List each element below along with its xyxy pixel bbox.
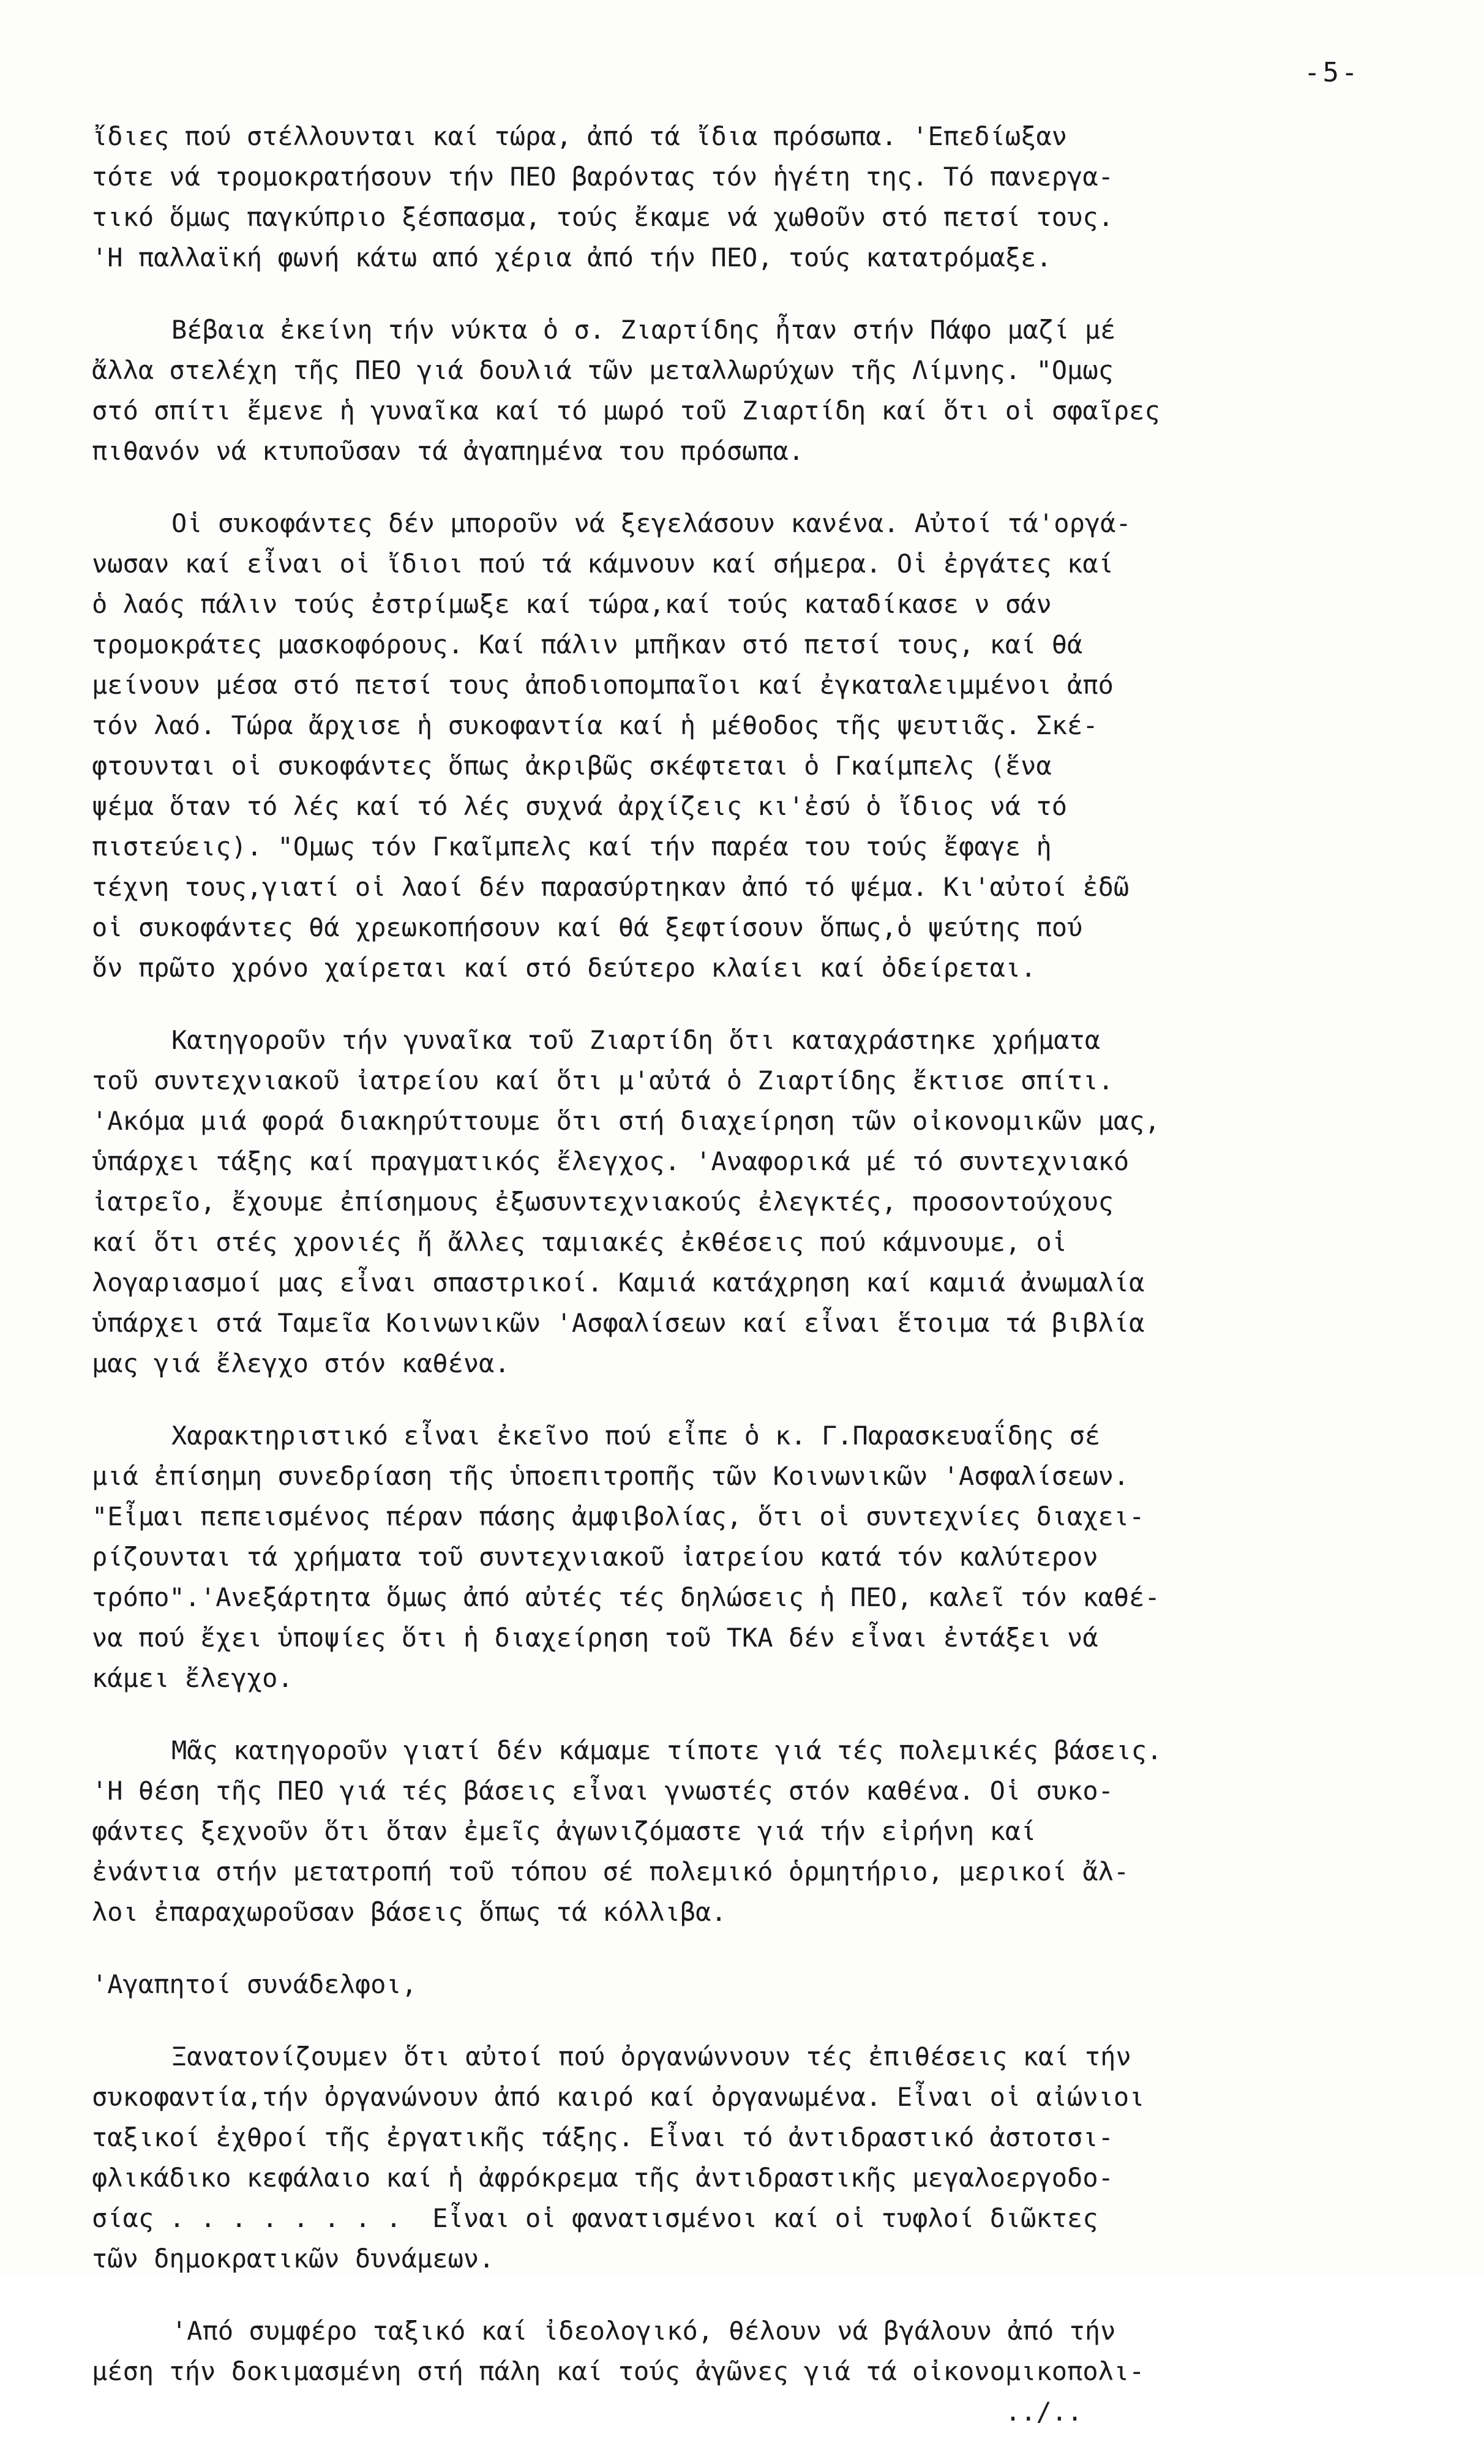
paragraph-4 [92,1020,1402,1384]
text-line: στό σπίτι ἔμενε ἡ γυναῖκα καί τό μωρό τοῦ Ζιαρτίδη καί ὅτι οἱ σφαῖρες [92,396,1160,426]
text-line: 'Αγαπητοί συνάδελφοι, [92,1969,418,1999]
text-line: ὑπάρχει τάξης καί πραγματικός ἔλεγχος. 'Αναφορικά μέ τό συντεχνιακό [92,1146,1130,1176]
text-line: μας γιά ἔλεγχο στόν καθένα. [92,1348,510,1378]
text-line: συκοφαντία,τήν ὀργανώνουν ἀπό καιρό καί ὀργανωμένα. Εἶναι οἱ αἰώνιοι [92,2082,1145,2112]
paragraph-6 [92,1730,1402,1933]
text-line: μείνουν μέσα στό πετσί τους ἀποδιοπομπαῖοι καί ἐγκαταλειμμένοι ἀπό [92,670,1114,700]
text-line: Ξανατονίζουμεν ὅτι αὐτοί πού ὀργανώννουν τές ἐπιθέσεις καί τήν [171,2041,1131,2071]
paragraph-3 [92,503,1402,988]
text-line: 'Από συμφέρο ταξικό καί ἰδεολογικό, θέλουν νά βγάλουν ἀπό τήν [171,2316,1116,2346]
text-line: ἄλλα στελέχη τῆς ΠΕΟ γιά δουλιά τῶν μεταλλωρύχων τῆς Λίμνης. "Ομως [92,355,1114,385]
text-line: φάντες ξεχνοῦν ὅτι ὅταν ἐμεῖς ἀγωνιζόμαστε γιά τήν εἰρήνη καί [92,1816,1036,1846]
text-line: λοι ἐπαραχωροῦσαν βάσεις ὅπως τά κόλλιβα. [92,1897,727,1927]
text-line: Μᾶς κατηγοροῦν γιατί δέν κάμαμε τίποτε γιά τές πολεμικές βάσεις. [171,1735,1163,1765]
text-line: τότε νά τρομοκρατήσουν τήν ΠΕΟ βαρόντας τόν ἡγέτη της. Τό πανεργα- [92,162,1114,192]
text-line: φτουνται οἱ συκοφάντες ὅπως ἀκριβῶς σκέφτεται ὁ Γκαίμπελς (ἕνα [92,751,1052,781]
text-line: ψέμα ὅταν τό λές καί τό λές συχνά ἀρχίζεις κι'ἐσύ ὁ ἴδιος νά τό [92,791,1068,821]
paragraph-7 [92,2037,1402,2279]
text-line: Χαρακτηριστικό εἶναι ἐκεῖνο πού εἶπε ὁ κ. Γ.Παρασκευαΐδης σέ [171,1421,1101,1451]
paragraph-8 [92,2311,1402,2432]
text-line: πιστεύεις). "Ομως τόν Γκαῖμπελς καί τήν παρέα του τούς ἔφαγε ἡ [92,832,1052,862]
text-line: σίας . . . . . . . . Εἶναι οἱ φανατισμένοι καί οἱ τυφλοί διῶκτες [92,2203,1098,2233]
text-line: ὅν πρῶτο χρόνο χαίρεται καί στό δεύτερο κλαίει καί ὀδείρεται. [92,953,1036,983]
text-line: ἐνάντια στήν μετατροπή τοῦ τόπου σέ πολεμικό ὁρμητήριο, μερικοί ἄλ- [92,1857,1130,1887]
text-line: Κατηγοροῦν τήν γυναῖκα τοῦ Ζιαρτίδη ὅτι καταχράστηκε χρήματα [171,1025,1101,1055]
text-line: τρομοκράτες μασκοφόρους. Καί πάλιν μπῆκαν στό πετσί τους, καί θά [92,629,1083,659]
text-line: καί ὅτι στές χρονιές ἤ ἄλλες ταμιακές ἐκθέσεις πού κάμνουμε, οἱ [92,1227,1068,1257]
page-number: -5- [1304,57,1360,88]
paragraph-2 [92,310,1402,471]
text-line: ὁ λαός πάλιν τούς ἐστρίμωξε καί τώρα,καί τούς καταδίκασε ν σάν [92,589,1052,619]
text-line: ἴδιες πού στέλλουνται καί τώρα, ἀπό τά ἴδια πρόσωπα. 'Επεδίωξαν [92,121,1068,151]
text-line: Οἱ συκοφάντες δέν μποροῦν νά ξεγελάσουν κανένα. Αὐτοί τά'οργά- [171,508,1131,538]
text-line: ὑπάρχει στά Ταμεῖα Κοινωνικῶν 'Ασφαλίσεων καί εἶναι ἕτοιμα τά βιβλία [92,1308,1145,1338]
text-line: ρίζουνται τά χρήματα τοῦ συντεχνιακοῦ ἰατρείου κατά τόν καλύτερον [92,1542,1098,1572]
text-line: οἱ συκοφάντες θά χρεωκοπήσουν καί θά ξεφτίσουν ὅπως,ὁ ψεύτης πού [92,912,1083,942]
text-line: μέση τήν δοκιμασμένη στή πάλη καί τούς ἀγῶνες γιά τά οἰκονομικοπολι- [92,2356,1145,2386]
paragraph-1 [92,116,1402,278]
text-line: ταξικοί ἐχθροί τῆς ἐργατικῆς τάξης. Εἶναι τό ἀντιδραστικό ἀστοτσι- [92,2122,1114,2152]
text-line: τῶν δημοκρατικῶν δυνάμεων. [92,2244,495,2274]
paragraph-5 [92,1416,1402,1699]
text-line: τέχνη τους,γιατί οἱ λαοί δέν παρασύρτηκαν ἀπό τό ψέμα. Κι'αὐτοί ἐδῶ [92,872,1130,902]
text-line: τικό ὅμως παγκύπριο ξέσπασμα, τούς ἔκαμε νά χωθοῦν στό πετσί τους. [92,202,1114,232]
text-line: 'Ακόμα μιά φορά διακηρύττουμε ὅτι στή διαχείρηση τῶν οἰκονομικῶν μας, [92,1106,1160,1136]
text-line: τρόπο".'Ανεξάρτητα ὅμως ἀπό αὐτές τές δηλώσεις ἡ ΠΕΟ, καλεῖ τόν καθέ- [92,1582,1160,1612]
text-line: λογαριασμοί μας εἶναι σπαστρικοί. Καμιά κατάχρηση καί καμιά ἀνωμαλία [92,1268,1145,1298]
text-line: Βέβαια ἐκείνη τήν νύκτα ὁ σ. Ζιαρτίδης ἦταν στήν Πάφο μαζί μέ [171,315,1116,345]
text-line: ἰατρεῖο, ἔχουμε ἐπίσημους ἐξωσυντεχνιακούς ἐλεγκτές, προσοντούχους [92,1187,1114,1217]
text-line: φλικάδικο κεφάλαιο καί ἡ ἀφρόκρεμα τῆς ἀντιδραστικῆς μεγαλοεργοδο- [92,2163,1114,2193]
text-line: νωσαν καί εἶναι οἱ ἴδιοι πού τά κάμνουν καί σήμερα. Οἱ ἐργάτες καί [92,549,1114,579]
text-line: μιά ἐπίσημη συνεδρίαση τῆς ὑποεπιτροπῆς τῶν Κοινωνικῶν 'Ασφαλίσεων. [92,1461,1130,1491]
text-line: "Εἶμαι πεπεισμένος πέραν πάσης ἀμφιβολίας, ὅτι οἱ συντεχνίες διαχει- [92,1501,1145,1531]
document-body [92,116,1402,2464]
text-line: πιθανόν νά κτυποῦσαν τά ἀγαπημένα του πρόσωπα. [92,436,804,466]
text-line: τοῦ συντεχνιακοῦ ἰατρείου καί ὅτι μ'αὐτά ὁ Ζιαρτίδης ἔκτισε σπίτι. [92,1065,1114,1095]
text-line: τόν λαό. Τώρα ἄρχισε ἡ συκοφαντία καί ἡ μέθοδος τῆς ψευτιᾶς. Σκέ- [92,710,1098,740]
text-line: 'Η θέση τῆς ΠΕΟ γιά τές βάσεις εἶναι γνωστές στόν καθένα. Οἱ συκο- [92,1776,1114,1806]
text-line: 'Η παλλαϊκή φωνή κάτω από χέρια ἀπό τήν ΠΕΟ, τούς κατατρόμαξε. [92,242,1052,272]
text-line: να πού ἔχει ὑποψίες ὅτι ἡ διαχείρηση τοῦ ΤΚΑ δέν εἶναι ἐντάξει νά [92,1623,1098,1653]
salutation [92,1964,1402,2005]
continuation-mark: ../.. [92,2397,1083,2427]
text-line: κάμει ἔλεγχο. [92,1663,293,1693]
